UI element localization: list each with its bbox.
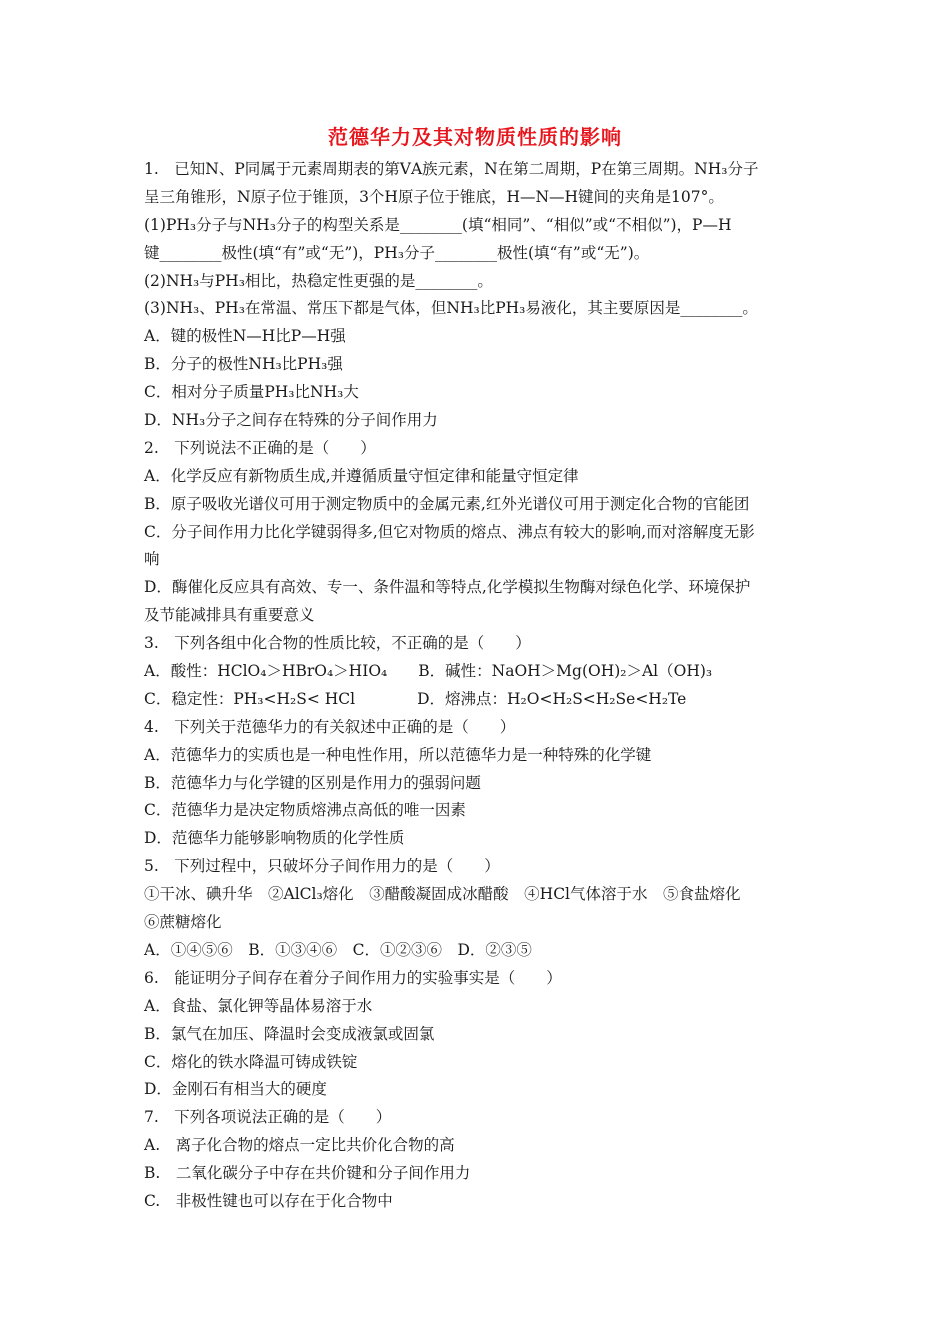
text-line: D．NH₃分子之间存在特殊的分子间作用力 [144,411,438,430]
text-line: D．范德华力能够影响物质的化学性质 [144,829,405,848]
text-line: 及节能减排具有重要意义 [144,606,315,625]
text-line: 2. 下列说法不正确的是（ ） [144,438,376,457]
text-line: D．金刚石有相当大的硬度 [144,1080,327,1099]
text-line: (2)NH₃与PH₃相比，热稳定性更强的是________。 [144,271,493,290]
text-line: (1)PH₃分子与NH₃分子的构型关系是________(填“相同”、“相似”或“不相似”)，P—H [144,215,732,234]
text-line: C．稳定性：PH₃<H₂S< HCl D．熔沸点：H₂O<H₂S<H₂Se<H₂Te [144,689,687,708]
text-line: A．①④⑤⑥ B．①③④⑥ C．①②③⑥ D．②③⑤ [144,940,532,959]
text-line: A．食盐、氯化钾等晶体易溶于水 [144,996,373,1015]
text-line: 呈三角锥形，N原子位于锥顶，3个H原子位于锥底，H—N—H键间的夹角是107°。 [144,187,724,206]
text-line: B．分子的极性NH₃比PH₃强 [144,355,343,374]
text-line: C．熔化的铁水降温可铸成铁锭 [144,1052,358,1071]
text-line: A. 离子化合物的熔点一定比共价化合物的高 [144,1136,455,1155]
text-line: B. 二氧化碳分子中存在共价键和分子间作用力 [144,1164,471,1183]
text-line: 6. 能证明分子间存在着分子间作用力的实验事实是（ ） [144,968,562,987]
text-line: C. 非极性键也可以存在于化合物中 [144,1191,393,1210]
text-line: 5. 下列过程中，只破坏分子间作用力的是（ ） [144,857,500,876]
text-line: A．键的极性N—H比P—H强 [144,327,346,346]
text-line: C．分子间作用力比化学键弱得多,但它对物质的熔点、沸点有较大的影响,而对溶解度无影 [144,522,755,541]
text-line: 3. 下列各组中化合物的性质比较，不正确的是（ ） [144,634,531,653]
text-line: 4. 下列关于范德华力的有关叙述中正确的是（ ） [144,717,516,736]
text-line: C．范德华力是决定物质熔沸点高低的唯一因素 [144,801,466,820]
text-line: 1. 已知N、P同属于元素周期表的第ⅤA族元素，N在第二周期，P在第三周期。NH₃分子 [144,160,759,178]
text-line: A．化学反应有新物质生成,并遵循质量守恒定律和能量守恒定律 [144,466,579,485]
text-line: A．范德华力的实质也是一种电性作用，所以范德华力是一种特殊的化学键 [144,745,652,764]
text-line: ①干冰、碘升华 ②AlCl₃熔化 ③醋酸凝固成冰醋酸 ④HCl气体溶于水 ⑤食盐熔化 [144,885,741,904]
text-line: (3)NH₃、PH₃在常温、常压下都是气体，但NH₃比PH₃易液化，其主要原因是________。 [144,299,758,318]
text-line: 键________极性(填“有”或“无”)，PH₃分子________极性(填“有”或“无”)。 [144,243,650,262]
text-line: A．酸性：HClO₄＞HBrO₄＞HIO₄ B．碱性：NaOH＞Mg(OH)₂＞Al（OH)₃ [144,662,713,681]
text-line: B．范德华力与化学键的区别是作用力的强弱问题 [144,773,481,792]
text-line: C．相对分子质量PH₃比NH₃大 [144,383,359,402]
document-body [144,156,814,1216]
text-line: 响 [144,550,160,569]
page-title: 范德华力及其对物质性质的影响 [328,125,622,149]
text-line: B．原子吸收光谱仪可用于测定物质中的金属元素,红外光谱仪可用于测定化合物的官能团 [144,494,750,513]
text-line: B．氯气在加压、降温时会变成液氯或固氯 [144,1024,435,1043]
text-line: D．酶催化反应具有高效、专一、条件温和等特点,化学模拟生物酶对绿色化学、环境保护 [144,578,751,597]
text-line: ⑥蔗糖熔化 [144,913,222,932]
text-line: 7. 下列各项说法正确的是（ ） [144,1108,392,1127]
